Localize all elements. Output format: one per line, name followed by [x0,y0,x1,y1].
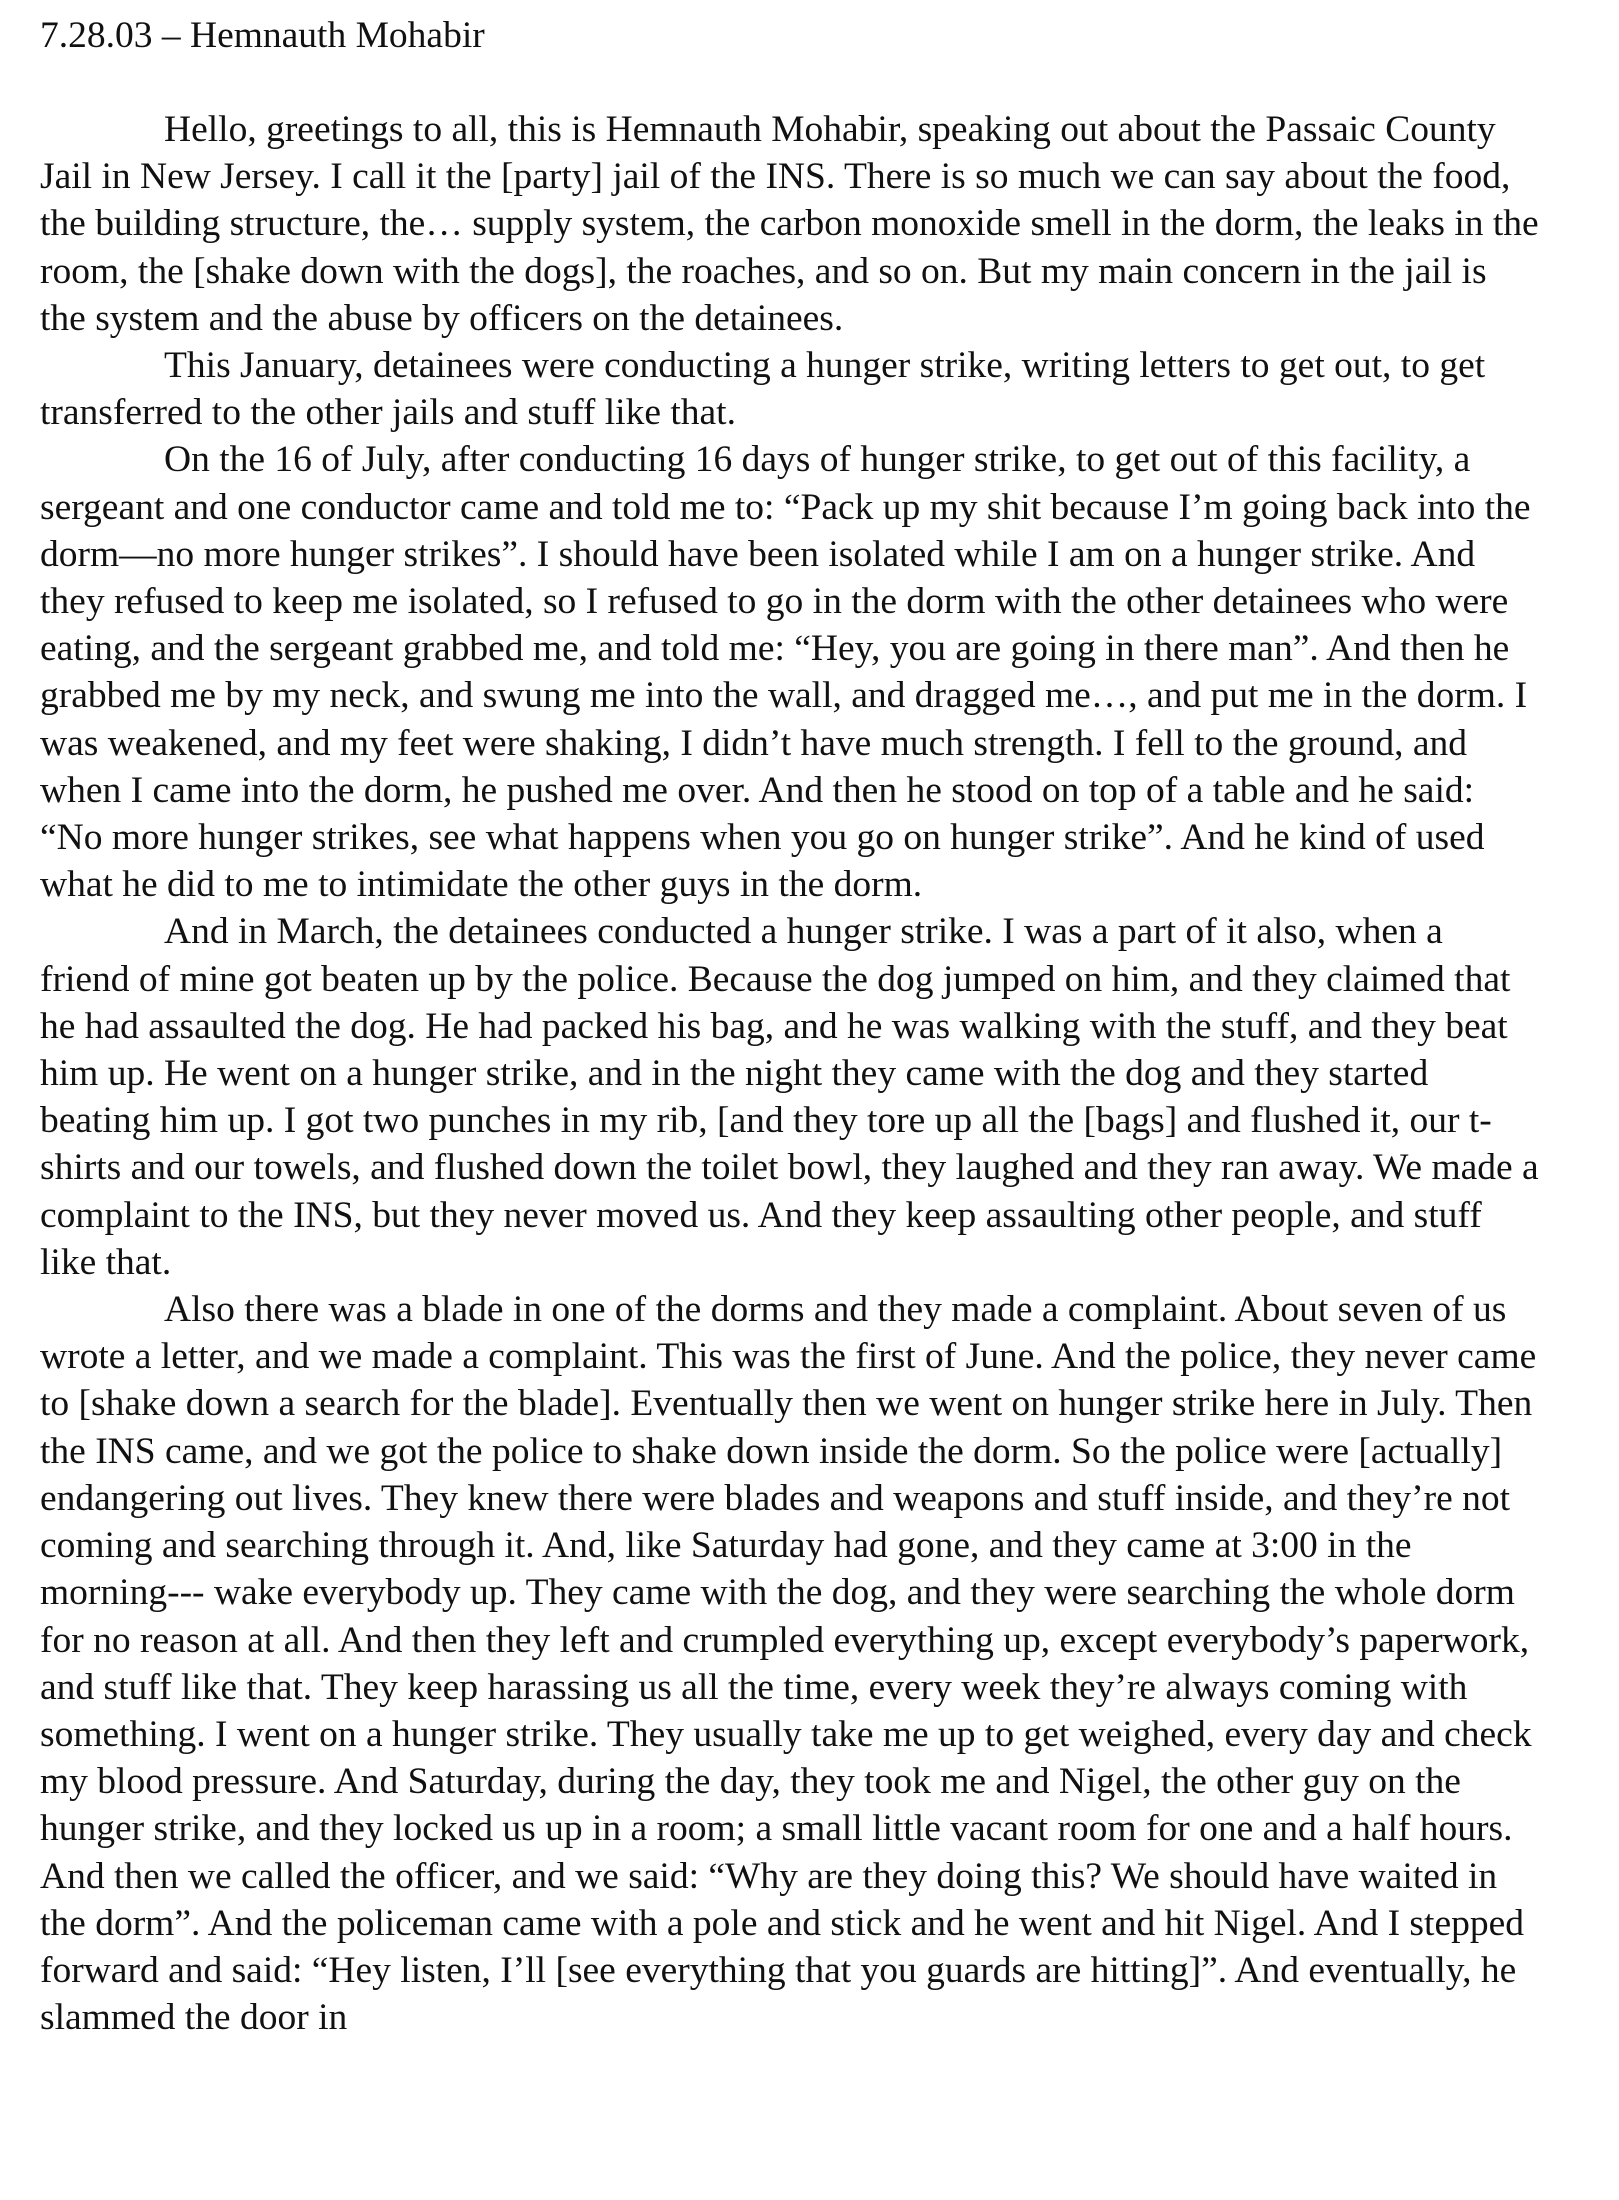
paragraph-july-16: On the 16 of July, after conducting 16 days of hunger strike, to get out of this facility, a sergeant and one conductor came and told me to: “Pack up my shit because I’m going back into the dorm—no more hunger strikes”. I should have been isolated while I am on a hunger strike. And they refused to keep me isolated, so I refused to go in the dorm with the other detainees who were eating, and the sergeant grabbed me, and told me: “Hey, you are going in there man”. And then he grabbed me by my neck, and swung me into the wall, and dragged me…, and put me in the dorm. I was weakened, and my feet were shaking, I didn’t have much strength. I fell to the ground, and when I came into the dorm, he pushed me over. And then he stood on top of a table and he said: “No more hunger strikes, see what happens when you go on hunger strike”. And he kind of used what he did to me to intimidate the other guys in the dorm. [40,439,1531,906]
paragraph-january: This January, detainees were conducting a hunger strike, writing letters to get out, to get transferred to the other jails and stuff like that. [40,345,1486,434]
document-body [40,106,1540,2041]
paragraph-march: And in March, the detainees conducted a hunger strike. I was a part of it also, when a friend of mine got beaten up by the police. Because the dog jumped on him, and they claimed that he had assaulted the dog. He had packed his bag, and he was walking with the stuff, and they beat him up. He went on a hunger strike, and in the night they came with the dog and they started beating him up. I got two punches in my rib, [and they tore up all the [bags] and flushed it, our t-shirts and our towels, and flushed down the toilet bowl, they laughed and they ran away. We made a complaint to the INS, but they never moved us. And they keep assaulting other people, and stuff like that. [40,911,1539,1283]
paragraph-intro: Hello, greetings to all, this is Hemnauth Mohabir, speaking out about the Passaic County Jail in New Jersey. I call it the [party] jail of the INS. There is so much we can say about the food, the building structure, the… supply system, the carbon monoxide smell in the dorm, the leaks in the room, the [shake down with the dogs], the roaches, and so on. But my main concern in the jail is the system and the abuse by officers on the detainees. [40,109,1539,339]
document-heading: 7.28.03 – Hemnauth Mohabir [40,15,485,56]
document-page [40,12,1540,2041]
paragraph-blade-complaint: Also there was a blade in one of the dorms and they made a complaint. About seven of us wrote a letter, and we made a complaint. This was the first of June. And the police, they never came to [shake down a search for the blade]. Eventually then we went on hunger strike here in July. Then the INS came, and we got the police to shake down inside the dorm. So the police were [actually] endangering out lives. They knew there were blades and weapons and stuff inside, and they’re not coming and searching through it. And, like Saturday had gone, and they came at 3:00 in the morning--- wake everybody up. They came with the dog, and they were searching the whole dorm for no reason at all. And then they left and crumpled everything up, except everybody’s paperwork, and stuff like that. They keep harassing us all the time, every week they’re always coming with something. I went on a hunger strike. They usually take me up to get weighed, every day and check my blood pressure. And Saturday, during the day, they took me and Nigel, the other guy on the hunger strike, and they locked us up in a room; a small little vacant room for one and a half hours. And then we called the officer, and we said: “Why are they doing this? We should have waited in the dorm”. And the policeman came with a pole and stick and he went and hit Nigel. And I stepped forward and said: “Hey listen, I’ll [see everything that you guards are hitting]”. And eventually, he slammed the door in [40,1289,1537,2039]
